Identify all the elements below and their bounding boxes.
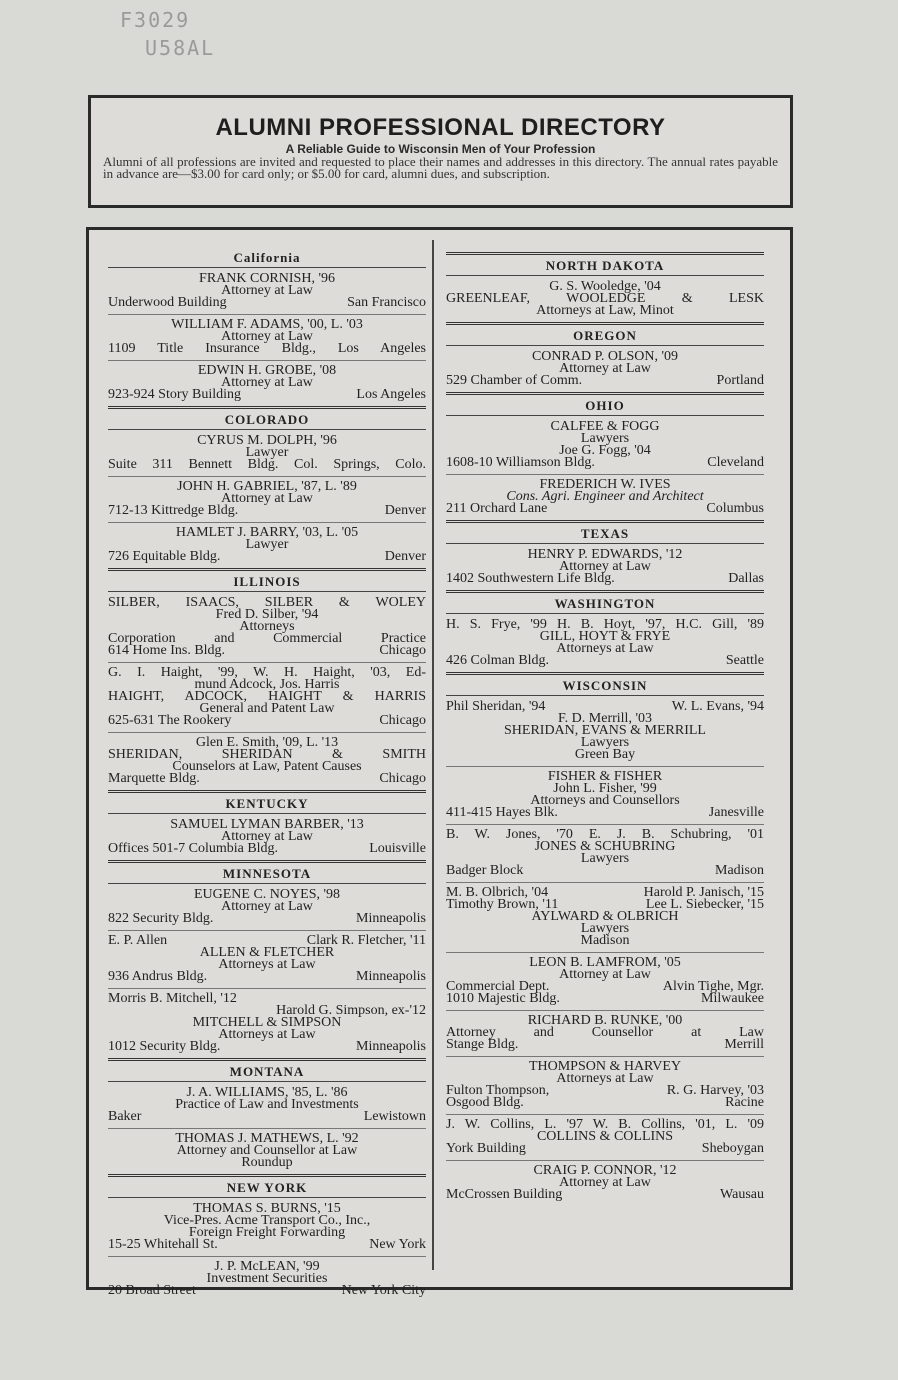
entry-line-right: Portland — [716, 373, 764, 388]
entry-line — [108, 1111, 426, 1123]
directory-entry — [446, 700, 764, 761]
directory-entry — [108, 888, 426, 925]
entry-line: AYLWARD & OLBRICH — [531, 909, 679, 924]
entry-line — [446, 993, 764, 1005]
entry-line-right: Madison — [715, 863, 764, 878]
entry-line: Attorney at Law — [221, 899, 313, 914]
entry-line: CONRAD P. OLSON, '09 — [531, 349, 679, 364]
directory-entry — [108, 930, 426, 983]
state-heading: KENTUCKY — [108, 790, 426, 814]
entry-line-left: 923-924 Story Building — [108, 387, 242, 402]
state-section-montana — [108, 1058, 426, 1169]
entry-line-right: Clark R. Fletcher, '11 — [306, 933, 426, 948]
state-heading: ILLINOIS — [108, 568, 426, 592]
entry-line: Glen E. Smith, '09, L. '13 — [195, 735, 339, 750]
directory-entry — [108, 1256, 426, 1297]
state-heading: OREGON — [446, 322, 764, 346]
column-divider — [432, 240, 434, 1270]
entry-line: Practice of Law and Investments — [175, 1097, 359, 1112]
entry-line-left: 20 Broad Street — [108, 1283, 196, 1298]
entry-line — [446, 503, 764, 515]
entry-line: General and Patent Law — [199, 701, 335, 716]
entry-line-left: Timothy Brown, '11 — [446, 897, 559, 912]
entry-line: Attorneys at Law — [556, 1071, 654, 1086]
directory-entry — [108, 522, 426, 563]
entry-line-right: Lewistown — [363, 1109, 426, 1124]
state-heading: MONTANA — [108, 1058, 426, 1082]
directory-entry — [108, 314, 426, 355]
entry-line — [108, 1285, 426, 1297]
entry-line-left: 625-631 The Rookery — [108, 713, 232, 728]
entry-line — [108, 1239, 426, 1251]
directory-entry — [446, 280, 764, 317]
state-section-washington — [446, 590, 764, 667]
entry-line-right: Chicago — [379, 643, 426, 658]
state-section-oregon — [446, 322, 764, 387]
entry-line-right: Minneapolis — [356, 969, 426, 984]
entry-line-right: R. G. Harvey, '03 — [666, 1083, 764, 1098]
entry-line — [108, 715, 426, 727]
entry-line — [108, 389, 426, 401]
entry-line-left: Underwood Building — [108, 295, 227, 310]
entry-line-left: Osgood Bldg. — [446, 1095, 524, 1110]
entry-line-left: 712-13 Kittredge Bldg. — [108, 503, 239, 518]
left-column — [108, 250, 426, 1302]
entry-line: CALFEE & FOGG — [550, 419, 660, 434]
entry-line-right: Cleveland — [707, 455, 764, 470]
entry-line-right: Seattle — [725, 653, 764, 668]
entry-line-left: Fulton Thompson, — [446, 1083, 550, 1098]
entry-line: Lawyers — [580, 921, 630, 936]
state-heading: NEW YORK — [108, 1174, 426, 1198]
entry-line-right: Columbus — [706, 501, 764, 516]
entry-line-left: 822 Security Bldg. — [108, 911, 214, 926]
entry-line: GREENLEAF, WOOLEDGE & LESK — [446, 291, 764, 306]
entry-line: ALLEN & FLETCHER — [199, 945, 335, 960]
entry-line-left: Morris B. Mitchell, '12 — [108, 991, 237, 1006]
entry-line: GILL, HOYT & FRYE — [539, 629, 671, 644]
entry-line-right: Wausau — [720, 1187, 764, 1202]
entry-line: CYRUS M. DOLPH, '96 — [197, 433, 337, 448]
entry-line: Attorneys at Law — [218, 957, 316, 972]
entry-line: Attorney at Law — [559, 559, 651, 574]
entry-line — [108, 773, 426, 785]
entry-line-left: 726 Equitable Bldg. — [108, 549, 221, 564]
entry-line-left: McCrossen Building — [446, 1187, 563, 1202]
directory-entry — [446, 952, 764, 1005]
entry-line-left: 529 Chamber of Comm. — [446, 373, 583, 388]
entry-line-right: Dallas — [728, 571, 764, 586]
entry-line-right: Racine — [725, 1095, 764, 1110]
entry-line-right: Janesville — [708, 805, 764, 820]
directory-entry — [446, 882, 764, 947]
entry-line-left: Phil Sheridan, '94 — [446, 699, 546, 714]
entry-line — [108, 551, 426, 563]
entry-line: G. I. Haight, '99, W. H. Haight, '03, Ed- — [108, 665, 426, 680]
entry-line — [446, 1039, 764, 1051]
entry-line: Investment Securities — [206, 1271, 328, 1286]
entry-line: Suite 311 Bennett Bldg. Col. Springs, Colo. — [108, 457, 426, 472]
directory-entry — [108, 1086, 426, 1123]
directory-entry — [446, 350, 764, 387]
directory-entry — [108, 272, 426, 309]
entry-line: THOMAS J. MATHEWS, L. '92 — [175, 1131, 359, 1146]
entry-line: Attorneys at Law, Minot — [536, 303, 674, 318]
entry-line: Attorney at Law — [221, 283, 313, 298]
entry-line: Attorneys at Law — [556, 641, 654, 656]
entry-line: THOMPSON & HARVEY — [528, 1059, 682, 1074]
entry-line: J. P. McLEAN, '99 — [214, 1259, 320, 1274]
entry-line: Lawyers — [580, 431, 630, 446]
entry-line — [108, 843, 426, 855]
state-heading: WISCONSIN — [446, 672, 764, 696]
directory-entry — [108, 1202, 426, 1251]
entry-line — [446, 807, 764, 819]
entry-line: HAMLET J. BARRY, '03, L. '05 — [175, 525, 359, 540]
state-section-wisconsin — [446, 672, 764, 1201]
directory-entry — [108, 732, 426, 785]
directory-entry — [446, 1160, 764, 1201]
entry-line — [108, 913, 426, 925]
entry-line: Madison — [580, 933, 630, 948]
directory-entry — [446, 1010, 764, 1051]
entry-line — [446, 865, 764, 877]
handwritten-note-1: F3029 — [120, 8, 191, 32]
entry-line-left: Stange Bldg. — [446, 1037, 519, 1052]
entry-line — [446, 375, 764, 387]
entry-line: Corporation and Commercial Practice — [108, 631, 426, 646]
intro-paragraph: Alumni of all professions are invited and requested to place their names and addresses in this directory. The annual rates payable in advance are—$3.00 for card only; or $5.00 for card, alumni dues, and subscription. — [103, 154, 778, 181]
state-section-kentucky — [108, 790, 426, 855]
directory-entry — [446, 824, 764, 877]
directory-entry — [446, 548, 764, 585]
entry-line: SHERIDAN, SHERIDAN & SMITH — [108, 747, 426, 762]
entry-line: COLLINS & COLLINS — [536, 1129, 674, 1144]
entry-line-left: Marquette Bldg. — [108, 771, 200, 786]
entry-line-right: New York — [369, 1237, 426, 1252]
entry-line-right: Minneapolis — [356, 1039, 426, 1054]
entry-line: LEON B. LAMFROM, '05 — [529, 955, 681, 970]
directory-entry — [446, 1056, 764, 1109]
directory-header-box — [88, 95, 793, 208]
state-section-new-york — [108, 1174, 426, 1297]
entry-line: Counselors at Law, Patent Causes — [172, 759, 362, 774]
entry-line-left: 614 Home Ins. Bldg. — [108, 643, 226, 658]
entry-line-right: New York City — [341, 1283, 426, 1298]
entry-line: Vice-Pres. Acme Transport Co., Inc., — [163, 1213, 371, 1228]
entry-line — [108, 1041, 426, 1053]
entry-line-right: San Francisco — [347, 295, 426, 310]
directory-entry — [446, 474, 764, 515]
entry-line-right: Harold P. Janisch, '15 — [643, 885, 764, 900]
entry-line: Lawyers — [580, 735, 630, 750]
entry-line — [446, 457, 764, 469]
entry-line-left: 1608-10 Williamson Bldg. — [446, 455, 595, 470]
entry-line: Attorney at Law — [559, 1175, 651, 1190]
state-heading: MINNESOTA — [108, 860, 426, 884]
state-heading: WASHINGTON — [446, 590, 764, 614]
entry-line: JOHN H. GABRIEL, '87, L. '89 — [177, 479, 357, 494]
entry-line-left: 1402 Southwestern Life Bldg. — [446, 571, 615, 586]
entry-line-right: W. L. Evans, '94 — [671, 699, 764, 714]
entry-line-right: Los Angeles — [356, 387, 426, 402]
entry-line: G. S. Wooledge, '04 — [549, 279, 661, 294]
right-column — [446, 250, 764, 1206]
directory-entry — [108, 662, 426, 727]
entry-line — [108, 645, 426, 657]
entry-line: Attorney at Law — [221, 329, 313, 344]
entry-line: 1109 Title Insurance Bldg., Los Angeles — [108, 341, 426, 356]
entry-line: CRAIG P. CONNOR, '12 — [533, 1163, 677, 1178]
entry-line: THOMAS S. BURNS, '15 — [193, 1201, 341, 1216]
entry-line: Green Bay — [574, 747, 636, 762]
entry-line: HAIGHT, ADCOCK, HAIGHT & HARRIS — [108, 689, 426, 704]
entry-line — [108, 505, 426, 517]
entry-line: FREDERICH W. IVES — [539, 477, 671, 492]
state-heading: OHIO — [446, 392, 764, 416]
entry-line: EUGENE C. NOYES, '98 — [193, 887, 340, 902]
entry-line-right: Minneapolis — [356, 911, 426, 926]
entry-line: B. W. Jones, '70 E. J. B. Schubring, '01 — [446, 827, 764, 842]
entry-line: John L. Fisher, '99 — [553, 781, 657, 796]
entry-line: F. D. Merrill, '03 — [558, 711, 652, 726]
entry-line: Attorney at Law — [221, 491, 313, 506]
directory-entry — [446, 766, 764, 819]
state-section-illinois — [108, 568, 426, 785]
directory-entry — [108, 360, 426, 401]
state-section-minnesota — [108, 860, 426, 1053]
entry-line-left: 426 Colman Bldg. — [446, 653, 550, 668]
entry-line: H. S. Frye, '99 H. B. Hoyt, '97, H.C. Gill, '89 — [446, 617, 764, 632]
entry-line: SHERIDAN, EVANS & MERRILL — [504, 723, 706, 738]
entry-line: Attorney at Law — [559, 361, 651, 376]
state-section-texas — [446, 520, 764, 585]
page-subtitle: A Reliable Guide to Wisconsin Men of Your Profession — [285, 142, 596, 156]
directory-entry — [446, 1114, 764, 1155]
entry-line-right: Merrill — [724, 1037, 764, 1052]
entry-line: mund Adcock, Jos. Harris — [194, 677, 340, 692]
entry-line — [108, 297, 426, 309]
entry-line: SAMUEL LYMAN BARBER, '13 — [170, 817, 364, 832]
entry-line: Attorneys — [239, 619, 295, 634]
entry-line-left: 411-415 Hayes Blk. — [446, 805, 558, 820]
entry-line: Attorneys and Counsellors — [530, 793, 680, 808]
directory-entry — [108, 596, 426, 657]
entry-line-left: 936 Andrus Bldg. — [108, 969, 208, 984]
entry-line-left: Commercial Dept. — [446, 979, 550, 994]
entry-line — [108, 971, 426, 983]
entry-line-left: Offices 501-7 Columbia Bldg. — [108, 841, 279, 856]
entry-line-right: Lee L. Siebecker, '15 — [645, 897, 764, 912]
entry-line: Attorney at Law — [221, 375, 313, 390]
entry-line: Attorney at Law — [221, 829, 313, 844]
entry-line — [446, 1097, 764, 1109]
entry-line-right: Chicago — [379, 713, 426, 728]
entry-line: Attorney and Counsellor at Law — [446, 1025, 764, 1040]
state-section-north-dakota — [446, 252, 764, 317]
entry-line-right: Louisville — [369, 841, 426, 856]
state-section-ohio — [446, 392, 764, 515]
entry-line — [446, 655, 764, 667]
entry-line: Joe G. Fogg, '04 — [559, 443, 651, 458]
entry-line: Attorney at Law — [559, 967, 651, 982]
entry-line — [446, 1143, 764, 1155]
handwritten-note-2: U58AL — [145, 36, 216, 60]
entry-line-right: Denver — [384, 549, 426, 564]
entry-line: FRANK CORNISH, '96 — [199, 271, 335, 286]
entry-line-left: E. P. Allen — [108, 933, 168, 948]
entry-line: Roundup — [241, 1155, 293, 1170]
directory-entry — [446, 618, 764, 667]
entry-line-left: 1010 Majestic Bldg. — [446, 991, 560, 1006]
directory-entry — [446, 420, 764, 469]
entry-line: WILLIAM F. ADAMS, '00, L. '03 — [171, 317, 363, 332]
directory-entry — [108, 1128, 426, 1169]
entry-line: RICHARD B. RUNKE, '00 — [527, 1013, 683, 1028]
entry-line: SILBER, ISAACS, SILBER & WOLEY — [108, 595, 426, 610]
directory-entry — [108, 988, 426, 1053]
entry-line: Cons. Agri. Engineer and Architect — [506, 489, 704, 504]
entry-line: HENRY P. EDWARDS, '12 — [527, 547, 683, 562]
entry-line-right: Harold G. Simpson, ex-'12 — [276, 1003, 426, 1018]
entry-line: Fred D. Silber, '94 — [215, 607, 319, 622]
entry-line — [446, 573, 764, 585]
entry-line — [446, 1189, 764, 1201]
directory-entry — [108, 818, 426, 855]
entry-line: Foreign Freight Forwarding — [188, 1225, 346, 1240]
entry-line: J. W. Collins, L. '97 W. B. Collins, '01, L. '09 — [446, 1117, 764, 1132]
entry-line: Lawyers — [580, 851, 630, 866]
entry-line-right: Alvin Tighe, Mgr. — [662, 979, 764, 994]
entry-line: J. A. WILLIAMS, '85, L. '86 — [186, 1085, 348, 1100]
state-heading: TEXAS — [446, 520, 764, 544]
entry-line: JONES & SCHUBRING — [534, 839, 676, 854]
entry-line-left: 1012 Security Bldg. — [108, 1039, 221, 1054]
entry-line: Attorneys at Law — [218, 1027, 316, 1042]
entry-line-left: 211 Orchard Lane — [446, 501, 548, 516]
state-heading: NORTH DAKOTA — [446, 252, 764, 276]
page-title: ALUMNI PROFESSIONAL DIRECTORY — [215, 114, 666, 141]
directory-entry — [108, 476, 426, 517]
entry-line-left: York Building — [446, 1141, 526, 1156]
entry-line: FISHER & FISHER — [547, 769, 663, 784]
entry-line-left: Baker — [108, 1109, 142, 1124]
entry-line-right: Milwaukee — [701, 991, 764, 1006]
directory-entry — [108, 434, 426, 471]
entry-line-right: Chicago — [379, 771, 426, 786]
entry-line-right: Denver — [384, 503, 426, 518]
entry-line-left: 15-25 Whitehall St. — [108, 1237, 218, 1252]
state-section-california — [108, 250, 426, 401]
entry-line-left: Badger Block — [446, 863, 524, 878]
entry-line: EDWIN H. GROBE, '08 — [197, 363, 337, 378]
state-section-colorado — [108, 406, 426, 563]
entry-line: MITCHELL & SIMPSON — [192, 1015, 342, 1030]
entry-line: Attorney and Counsellor at Law — [176, 1143, 358, 1158]
entry-line: Lawyer — [245, 537, 289, 552]
entry-line-right: Sheboygan — [701, 1141, 764, 1156]
state-heading: COLORADO — [108, 406, 426, 430]
entry-line-left: M. B. Olbrich, '04 — [446, 885, 549, 900]
state-heading: California — [108, 250, 426, 268]
entry-line: Lawyer — [245, 445, 289, 460]
